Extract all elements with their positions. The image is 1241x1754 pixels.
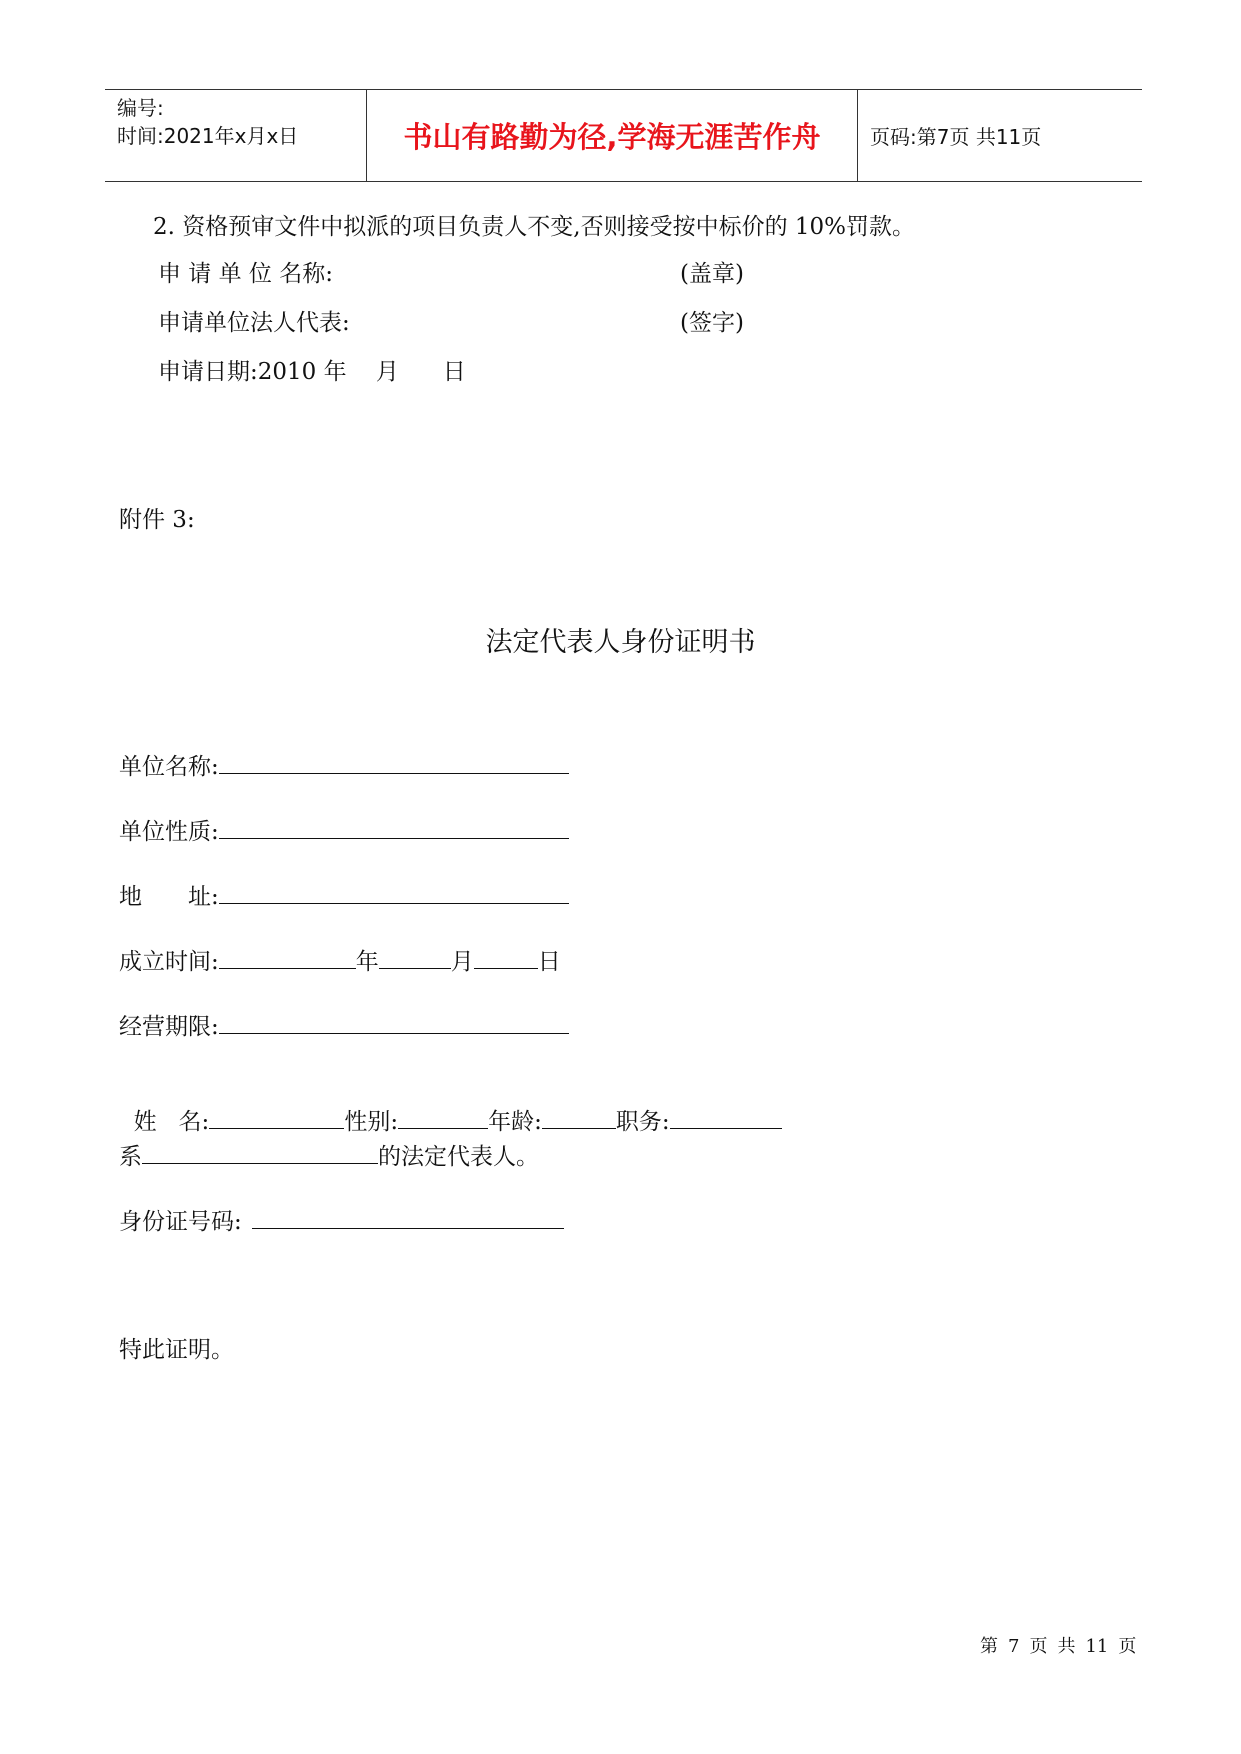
day-unit: 日: [537, 949, 561, 975]
operating-period-label: 经营期限:: [119, 1014, 219, 1040]
application-date-label: 申请日期:2010 年 月 日: [158, 359, 466, 385]
established-row: [119, 944, 561, 977]
unit-nature-row: [119, 814, 569, 847]
footer-ye: 页: [1029, 1636, 1048, 1657]
certify-text: 特此证明。: [119, 1337, 234, 1363]
is-suffix: 的法定代表人。: [378, 1144, 539, 1170]
name-field[interactable]: [209, 1104, 344, 1129]
position-label: 职务:: [615, 1109, 670, 1135]
unit-nature-field[interactable]: [219, 814, 569, 839]
operating-period-row: [119, 1009, 569, 1042]
time-label: 时间:2021年x月x日: [117, 124, 299, 148]
personal-info-row: [119, 1074, 782, 1137]
unit-name-row: [119, 749, 569, 782]
gender-field[interactable]: [398, 1104, 488, 1129]
established-day-field[interactable]: [474, 944, 538, 969]
gender-label: 性别:: [344, 1109, 399, 1135]
number-label: 编号:: [117, 96, 164, 120]
age-field[interactable]: [542, 1104, 616, 1129]
is-prefix: 系: [119, 1144, 142, 1170]
unit-nature-label: 单位性质:: [119, 819, 219, 845]
item-2-text: 2. 资格预审文件中拟派的项目负责人不变,否则接受按中标价的 10%罚款。: [153, 214, 915, 240]
page-header: [105, 89, 1142, 182]
address-label-a: 地: [119, 884, 142, 910]
operating-period-field[interactable]: [219, 1009, 569, 1034]
id-number-label: 身份证号码:: [119, 1209, 242, 1235]
legal-rep-label: 申请单位法人代表:: [158, 310, 350, 336]
month-unit: 月: [450, 949, 474, 975]
stamp-note: (盖章): [680, 261, 744, 287]
id-number-row: [119, 1204, 564, 1237]
address-row: [119, 879, 569, 912]
unit-name-field[interactable]: [219, 749, 569, 774]
footer-page: 7: [1008, 1636, 1020, 1657]
address-label-b: 址:: [188, 884, 219, 910]
legal-rep-statement-row: [119, 1139, 539, 1172]
company-field[interactable]: [142, 1139, 378, 1164]
footer-total: 11: [1085, 1636, 1109, 1657]
id-number-field[interactable]: [252, 1204, 564, 1229]
established-year-field[interactable]: [219, 944, 356, 969]
applicant-name-label: 申 请 单 位 名称:: [158, 261, 333, 287]
year-unit: 年: [355, 949, 379, 975]
document-title: 法定代表人身份证明书: [485, 627, 756, 658]
unit-name-label: 单位名称:: [119, 754, 219, 780]
address-field[interactable]: [219, 879, 569, 904]
name-label: 姓 名:: [133, 1109, 210, 1135]
header-meta: [105, 90, 367, 181]
position-field[interactable]: [670, 1104, 782, 1129]
established-label: 成立时间:: [119, 949, 219, 975]
header-motto: 书山有路勤为径,学海无涯苦作舟: [367, 90, 858, 181]
age-label: 年龄:: [488, 1109, 542, 1135]
sign-note: (签字): [680, 310, 744, 336]
footer-gong: 共: [1057, 1636, 1076, 1657]
attachment-label: 附件 3:: [119, 507, 195, 533]
footer-ye2: 页: [1118, 1636, 1137, 1657]
header-page-label: 页码:第7页 共11页: [870, 125, 1042, 149]
footer-di: 第: [980, 1636, 998, 1657]
established-month-field[interactable]: [379, 944, 451, 969]
page-footer: [975, 1632, 1141, 1658]
